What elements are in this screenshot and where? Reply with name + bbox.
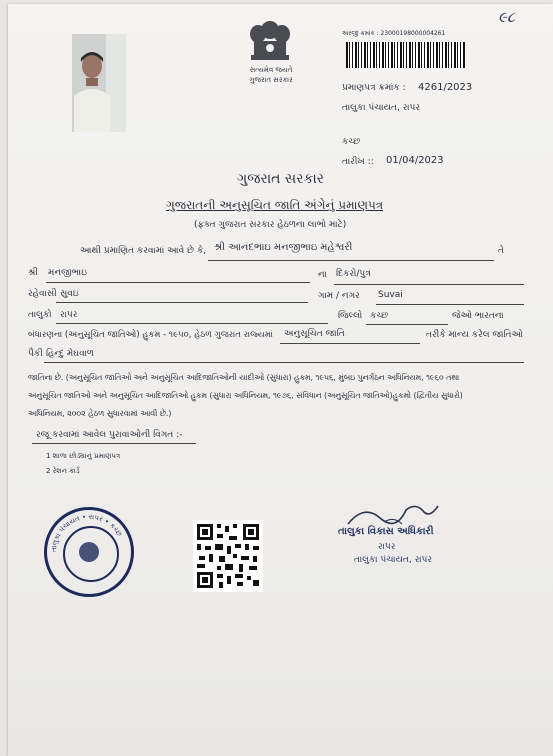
father-name: મનજીભાઇ [48, 268, 87, 278]
india-text: જેઓ ભારતના [452, 311, 504, 321]
govt-title: ગુજરાત સરકાર [237, 171, 324, 187]
certificate-subtitle: (ફક્ત ગુજરાત સરકાર હેઠળના લાભો માટે) [194, 220, 347, 230]
line6-a: પૈકી [28, 349, 43, 359]
qr-code [193, 520, 263, 592]
village-label: ગામ / નગર [318, 291, 360, 301]
evidence-item-1: 1 શાળા છોડ્યાનું પ્રમાણપત્ર [46, 452, 121, 460]
emblem-caption-2: ગુજરાત સરકાર [249, 76, 293, 84]
relation-text: દિકરો/પુત્ર [336, 269, 371, 279]
taluka-label: તાલુકો [28, 310, 52, 320]
cert-no-value: 4261/2023 [418, 82, 473, 93]
applicant-photo [72, 34, 126, 132]
evidence-heading: રજૂ કરવામાં આવેલ પુરાવાઓની વિગત :- [36, 430, 183, 440]
barcode-label: અરજી ક્રમાંક : 23000198000004261 [342, 30, 446, 37]
date-value: 01/04/2023 [386, 155, 444, 166]
certificate-sheet [8, 4, 553, 756]
emblem-caption-1: સત્યમેવ જયતે [249, 66, 293, 74]
na-text: ના [318, 270, 327, 280]
caste-name: હિન્દુ મેઘવાળ [46, 349, 94, 359]
stamp-ring-text: તાલુકા પંચાયત • રાપર • કચ્છ [49, 512, 124, 553]
line5-c: તરીકે માન્ય કરેલ જાતિઓ [426, 330, 523, 340]
official-stamp [44, 507, 134, 597]
office-name: તાલુકા પંચાયત, રાપર [342, 103, 421, 113]
applicant-name: શ્રી આનંદભાઇ મનજીભાઇ મહેશ્વરી [214, 242, 353, 253]
taluka-value: રાપર [60, 310, 78, 320]
legal-para-3: અધિનિયમ, ૨૦૦૨ હેઠળ સુધારવામાં આવી છે.) [28, 409, 172, 418]
page-number: ૯૮ [498, 8, 516, 26]
district-label: જિલ્લો [338, 311, 363, 321]
signatory-office: તાલુકા પંચાયત, રાપર [354, 555, 433, 565]
signatory-place: રાપર [378, 542, 396, 552]
date-label: તારીખ :: [342, 157, 374, 167]
resident-label: રહેવાસી [28, 289, 57, 299]
signatory-designation: તાલુકા વિકાસ અધિકારી [338, 526, 434, 537]
certificate-title: ગુજરાતની અનુસૂચિત જાતિ અંગેનું પ્રમાણપત્ર [166, 198, 384, 212]
father-prefix: શ્રી [28, 268, 38, 278]
cert-no-label: પ્રમાણપત્ર ક્રમાંક : [342, 83, 406, 93]
village-value: Suvai [378, 290, 403, 300]
national-emblem-icon [240, 16, 300, 66]
barcode [346, 42, 466, 68]
line5-a: બંધારણના (અનુસૂચિત જાતિઓ) હુકમ - ૧૯૫૦, હેઠળ ગુજરાત રાજ્યમાં [28, 330, 273, 340]
legal-para-1: જાતિના છે. (અનુસૂચિત જાતિઓ અને અનુસૂચિત આદિજાતિઓની યાદીઓ (સુધારા) હુકમ, ૧૯૫૬, મુંબઇ પુનર્ગઠન અધિનિયમ, ૧૯૬૦ તથા [28, 373, 460, 382]
caste-category: અનુસૂચિત જાતિ [284, 329, 345, 339]
resident-value: સુવઇ [60, 289, 79, 299]
legal-para-2: અનુસૂચિત જાતિઓ અને અનુસૂચિત આદિજાતિઓ હુકમ (સુધારા અધિનિયમ, ૧૯૭૬, સંવિધાન (અનુસૂચિત જાતિઓ)હુકમો (દ્વિતીય સુધારો) [28, 391, 463, 400]
intro-text: આથી પ્રમાણિત કરવામાં આવે છે કે, [80, 246, 207, 256]
district-name: કચ્છ [342, 137, 361, 147]
te-text: તે [498, 246, 504, 256]
district-value: કચ્છ [370, 311, 389, 321]
evidence-item-2: 2 રેશન કાર્ડ [46, 467, 80, 475]
